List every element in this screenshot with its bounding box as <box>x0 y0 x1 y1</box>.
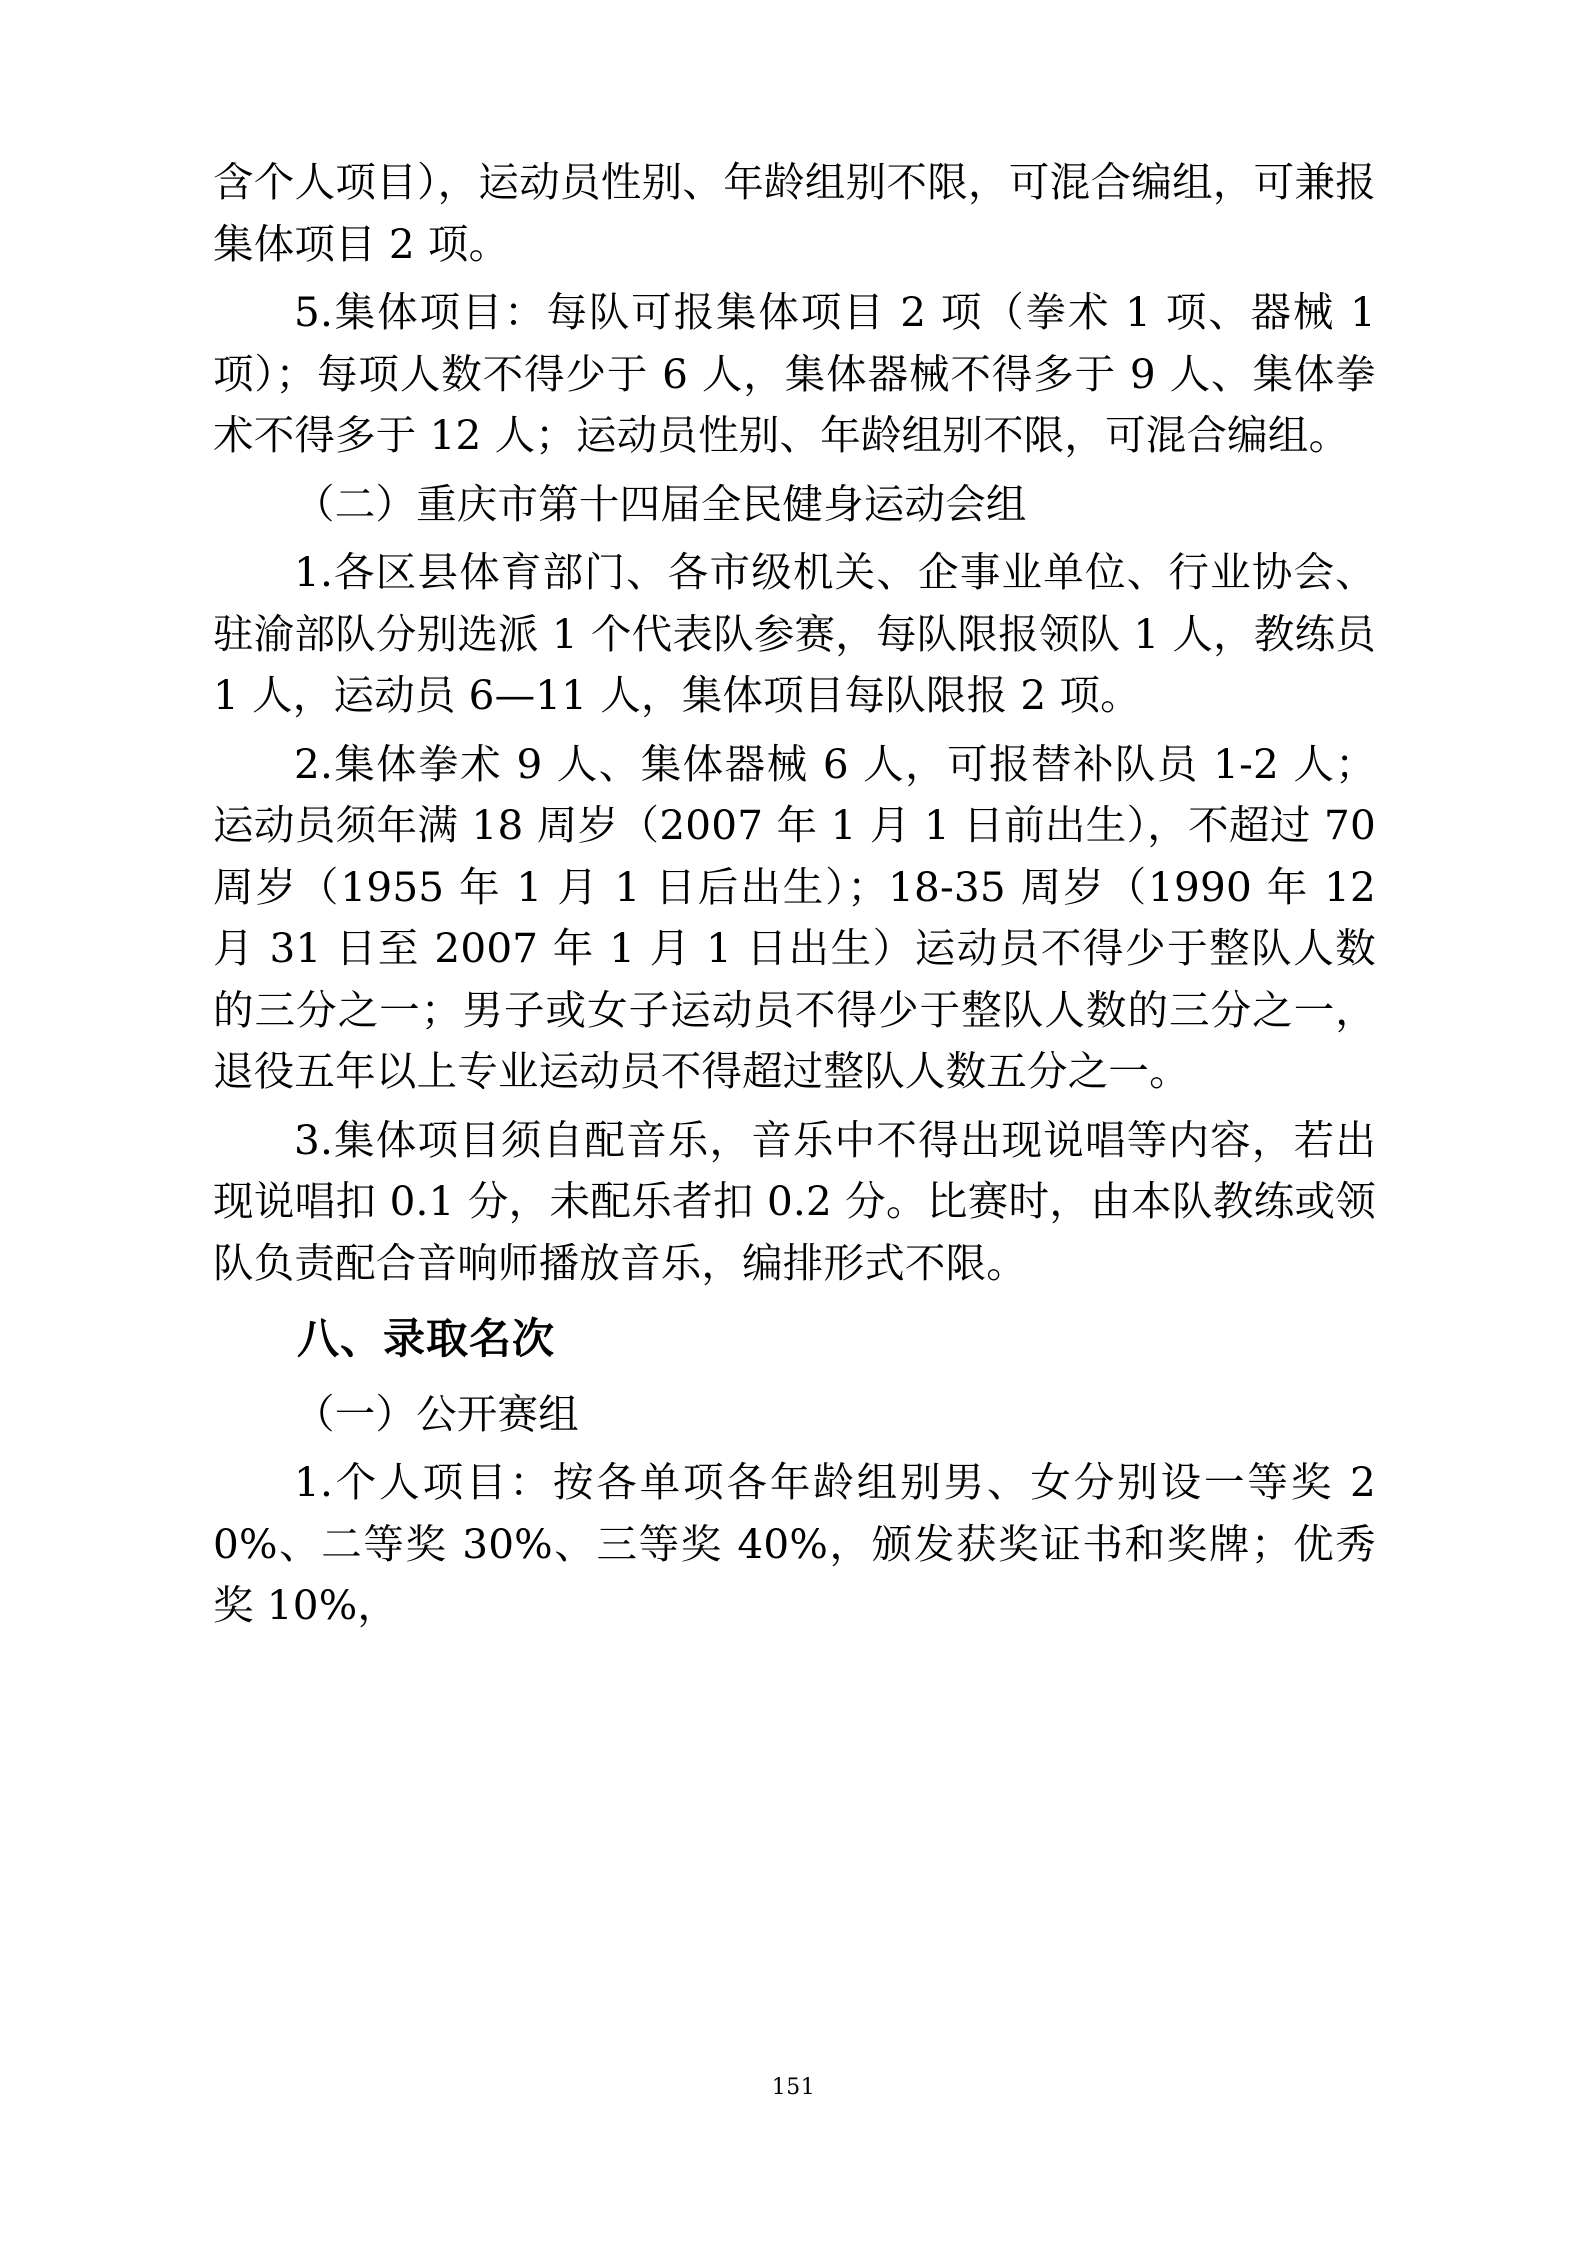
paragraph-item-1-individual-awards: 1.个人项目：按各单项各年龄组别男、女分别设一等奖 20%、二等奖 30%、三等奖 40%，颁发获奖证书和奖牌；优秀奖 10%， <box>213 1458 1376 1629</box>
paragraph-spacer <box>213 535 1376 542</box>
page-content-column <box>213 152 1376 1637</box>
paragraph-collective-continuation: 含个人项目），运动员性别、年龄组别不限，可混合编组，可兼报集体项目 2 项。 <box>213 158 1376 268</box>
paragraph-spacer <box>213 1103 1376 1110</box>
subsection-heading-one-open-group: （一）公开赛组 <box>294 1389 579 1438</box>
page-number: 151 <box>771 2075 816 2100</box>
paragraph-item-2-age-requirements: 2.集体拳术 9 人、集体器械 6 人，可报替补队员 1-2 人；运动员须年满 18 周岁（2007 年 1 月 1 日前出生），不超过 70 周岁（1955 年 1 月 1 日后出生）；18-35 周岁（1990 年 12 月 31 日至 2007 年 1 月 1 日出生）运动员不得少于整队人数的三分之一；男子或女子运动员不得少于整队人数的三分之一，退役五年以上专业运动员不得超过整队人数五分之一。 <box>213 739 1376 1095</box>
heading-spacer <box>213 1370 1376 1384</box>
paragraph-spacer <box>213 727 1376 734</box>
paragraph-item-5-collective-events: 5.集体项目：每队可报集体项目 2 项（拳术 1 项、器械 1 项）；每项人数不得少于 6 人，集体器械不得多于 9 人、集体拳术不得多于 12 人；运动员性别、年龄组别不限，可混合编组。 <box>213 288 1376 459</box>
paragraph-item-1-delegations: 1.各区县体育部门、各市级机关、企事业单位、行业协会、驻渝部队分别选派 1 个代表队参赛，每队限报领队 1 人，教练员 1 人，运动员 6—11 人，集体项目每队限报 2 项。 <box>213 548 1376 719</box>
paragraph-spacer <box>213 467 1376 474</box>
section-heading-rankings: 八、录取名次 <box>297 1314 556 1363</box>
subsection-heading-two: （二）重庆市第十四届全民健身运动会组 <box>294 479 1027 528</box>
paragraph-item-3-music: 3.集体项目须自配音乐，音乐中不得出现说唱等内容，若出现说唱扣 0.1 分，未配乐者扣 0.2 分。比赛时，由本队教练或领队负责配合音响师播放音乐，编排形式不限。 <box>213 1115 1376 1287</box>
paragraph-spacer <box>213 275 1376 282</box>
heading-spacer <box>213 1294 1376 1308</box>
paragraph-spacer <box>213 1445 1376 1452</box>
